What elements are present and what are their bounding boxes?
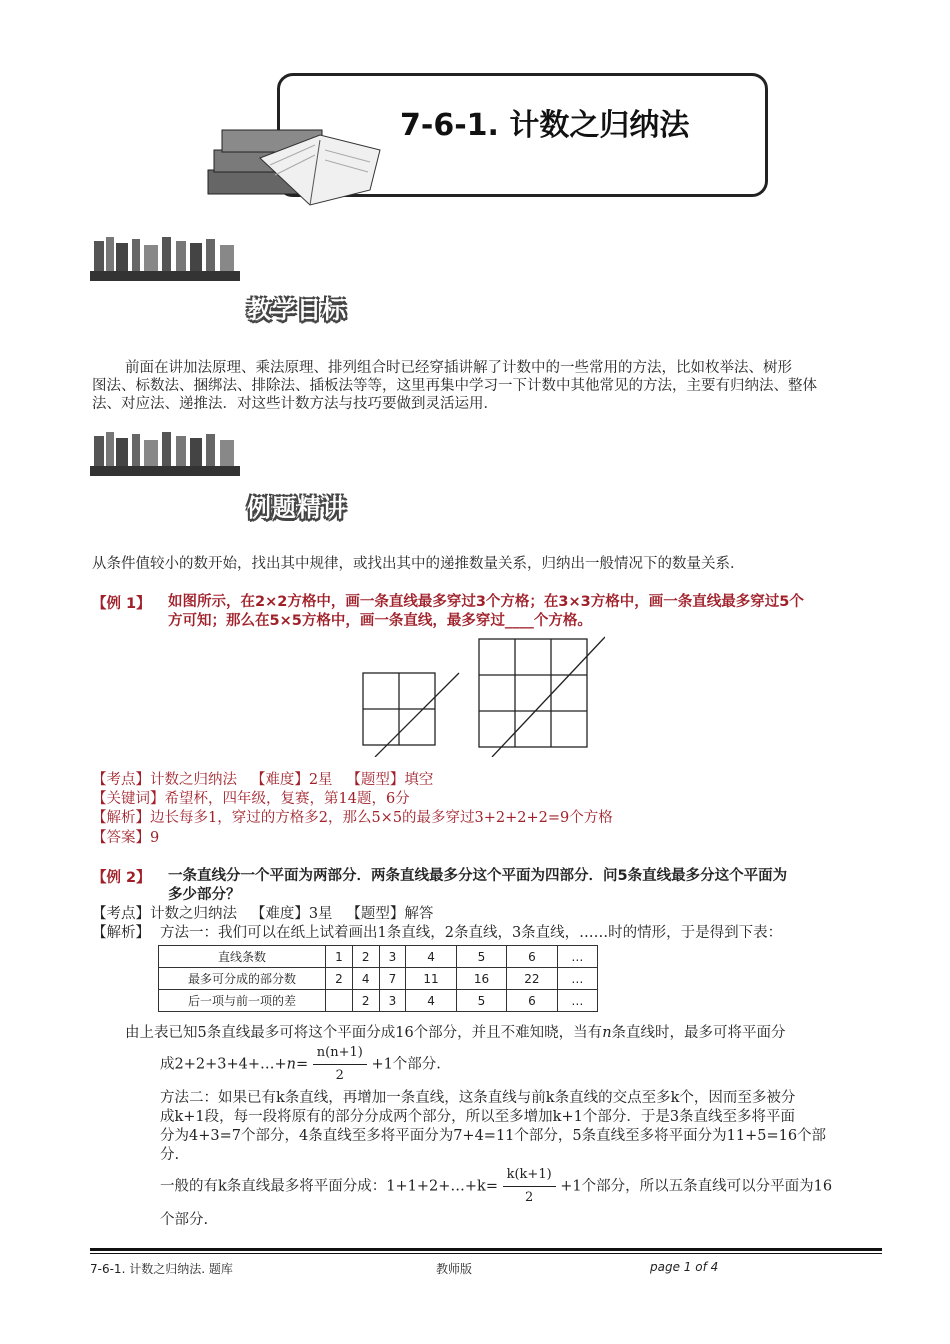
table-cell: … xyxy=(557,946,597,968)
table-cell: 1 xyxy=(326,946,353,968)
table-cell: 6 xyxy=(507,990,557,1012)
footer-rule-thick xyxy=(90,1248,882,1251)
kaodian-tag: 【考点】 xyxy=(92,772,150,788)
footer-left: 7-6-1. 计数之归纳法. 题库 xyxy=(90,1262,233,1276)
formula-1-suffix: +1个部分. xyxy=(371,1056,441,1073)
section-heading-examples: 例题精讲 xyxy=(247,494,347,522)
table-cell xyxy=(326,990,353,1012)
general-prefix: 一般的有k条直线最多将平面分成：1+1+2+…+k= xyxy=(160,1178,498,1195)
kaodian-tag: 【考点】 xyxy=(92,906,150,922)
tixing-value: 解答 xyxy=(404,906,434,922)
table-cell: 2 xyxy=(352,946,379,968)
table-cell: … xyxy=(557,990,597,1012)
example-2-meta-line xyxy=(92,904,433,924)
table-cell: 4 xyxy=(406,990,456,1012)
kaodian-value: 计数之归纳法 xyxy=(150,906,237,922)
formula-1-numerator: n(n+1) xyxy=(313,1042,367,1065)
books-illustration xyxy=(200,110,390,210)
intro-line-1: 前面在讲加法原理、乘法原理、排列组合时已经穿插讲解了计数中的一些常用的方法，比如枚举法、树形 xyxy=(125,360,792,376)
table-cell: 4 xyxy=(352,968,379,990)
grid-2x2 xyxy=(363,673,459,757)
example-1-line-2: 方可知；那么在5×5方格中，画一条直线，最多穿过____个方格。 xyxy=(168,613,592,629)
general-suffix: +1个部分，所以五条直线可以分平面为16 xyxy=(560,1178,833,1195)
example-1-analysis xyxy=(92,808,613,828)
example-2-method-1: 方法一：我们可以在纸上试着画出1条直线，2条直线，3条直线，……时的情形，于是得到下表： xyxy=(160,925,783,941)
formula-1-eq: = xyxy=(296,1056,309,1073)
lines-table xyxy=(158,945,598,1012)
table-cell: 2 xyxy=(326,968,353,990)
example-2-line-1: 一条直线分一个平面为两部分．两条直线最多分这个平面为四部分．问5条直线最多分这个平面为 xyxy=(168,868,788,884)
after-table-text-end: 条直线时，最多可将平面分 xyxy=(611,1025,786,1041)
table-row xyxy=(159,968,598,990)
table-row-label: 直线条数 xyxy=(159,946,326,968)
answer-value: 9 xyxy=(150,830,160,846)
intro-line-2: 图法、标数法、捆绑法、排除法、插板法等等，这里再集中学习一下计数中其他常见的方法，主要有归纳法、整体 xyxy=(92,378,817,394)
tixing-tag: 【题型】 xyxy=(346,772,405,788)
example-1-label: 【例 1】 xyxy=(92,596,151,612)
nandu-tag: 【难度】 xyxy=(250,772,309,788)
table-row xyxy=(159,946,598,968)
formula-1-fraction xyxy=(313,1042,367,1087)
table-row-label: 最多可分成的部分数 xyxy=(159,968,326,990)
nandu-tag: 【难度】 xyxy=(250,906,309,922)
section-heading-goals: 教学目标 xyxy=(247,296,347,324)
table-cell: … xyxy=(557,968,597,990)
kaodian-value: 计数之归纳法 xyxy=(150,772,237,788)
general-numerator: k(k+1) xyxy=(503,1164,556,1187)
table-cell: 3 xyxy=(379,946,406,968)
table-cell: 3 xyxy=(379,990,406,1012)
method-2-line-3: 分为4+3=7个部分，4条直线至多将平面分为7+4=11个部分，5条直线至多将平面分为11+5=16个部 xyxy=(160,1128,827,1144)
grid-3x3 xyxy=(479,637,605,757)
table-cell: 6 xyxy=(507,946,557,968)
method-2-line-2: 成k+1段，每一段将原有的部分分成两个部分，所以至多增加k+1个部分．于是3条直线至多将平面 xyxy=(160,1109,796,1125)
table-cell: 4 xyxy=(406,946,456,968)
formula-1-line xyxy=(160,1042,441,1087)
keywords-value: 希望杯，四年级，复赛，第14题，6分 xyxy=(164,791,410,807)
example-2-label: 【例 2】 xyxy=(92,870,151,886)
table-cell: 5 xyxy=(456,990,506,1012)
answer-tag: 【答案】 xyxy=(92,830,150,846)
var-n: n xyxy=(602,1025,612,1041)
tixing-tag: 【题型】 xyxy=(346,906,405,922)
after-table-text: 由上表已知5条直线最多可将这个平面分成16个部分，并且不难知晓，当有 xyxy=(125,1025,603,1041)
general-end: 个部分. xyxy=(160,1212,209,1228)
footer-center: 教师版 xyxy=(436,1262,473,1276)
page-title: 7-6-1. 计数之归纳法 xyxy=(400,108,690,143)
footer-right: page 1 of 4 xyxy=(650,1260,719,1274)
analysis-value: 边长每多1，穿过的方格多2，那么5×5的最多穿过3+2+2+2=9个方格 xyxy=(150,810,613,826)
after-table-line xyxy=(125,1023,786,1043)
method-2-line-4: 分. xyxy=(160,1147,180,1163)
bookshelf-icon xyxy=(90,430,240,478)
keywords-tag: 【关键词】 xyxy=(92,791,165,807)
footer-rule-thin xyxy=(90,1253,882,1254)
formula-1-prefix: 成2+2+3+4+…+ xyxy=(160,1056,287,1073)
bookshelf-icon xyxy=(90,235,240,283)
example-2-analysis-tag: 【解析】 xyxy=(92,925,150,941)
general-fraction xyxy=(503,1164,556,1209)
example-2-line-2: 多少部分？ xyxy=(168,887,241,903)
formula-1-denominator: 2 xyxy=(335,1068,344,1083)
example-1-line-1: 如图所示，在2×2方格中，画一条直线最多穿过3个方格；在3×3方格中，画一条直线最多穿过5个 xyxy=(168,594,804,610)
table-cell: 11 xyxy=(406,968,456,990)
table-cell: 22 xyxy=(507,968,557,990)
example-1-answer xyxy=(92,828,159,848)
example-1-meta-line xyxy=(92,770,433,790)
table-cell: 7 xyxy=(379,968,406,990)
lead-sentence: 从条件值较小的数开始，找出其中规律，或找出其中的递推数量关系，归纳出一般情况下的数量关系． xyxy=(92,556,745,572)
analysis-tag: 【解析】 xyxy=(92,810,150,826)
table-cell: 5 xyxy=(456,946,506,968)
grid-figures xyxy=(355,635,605,757)
general-denominator: 2 xyxy=(525,1190,534,1205)
table-cell: 16 xyxy=(456,968,506,990)
general-formula-line xyxy=(160,1164,832,1209)
table-row xyxy=(159,990,598,1012)
formula-1-n: n xyxy=(286,1056,296,1073)
method-2-line-1: 方法二：如果已有k条直线，再增加一条直线，这条直线与前k条直线的交点至多k个，因而至多被分 xyxy=(160,1090,796,1106)
table-cell: 2 xyxy=(352,990,379,1012)
table-row-label: 后一项与前一项的差 xyxy=(159,990,326,1012)
nandu-value: 2星 xyxy=(308,772,333,788)
example-1-keywords xyxy=(92,789,410,809)
intro-line-3: 法、对应法、递推法．对这些计数方法与技巧要做到灵活运用． xyxy=(92,396,498,412)
nandu-value: 3星 xyxy=(308,906,333,922)
tixing-value: 填空 xyxy=(404,772,434,788)
